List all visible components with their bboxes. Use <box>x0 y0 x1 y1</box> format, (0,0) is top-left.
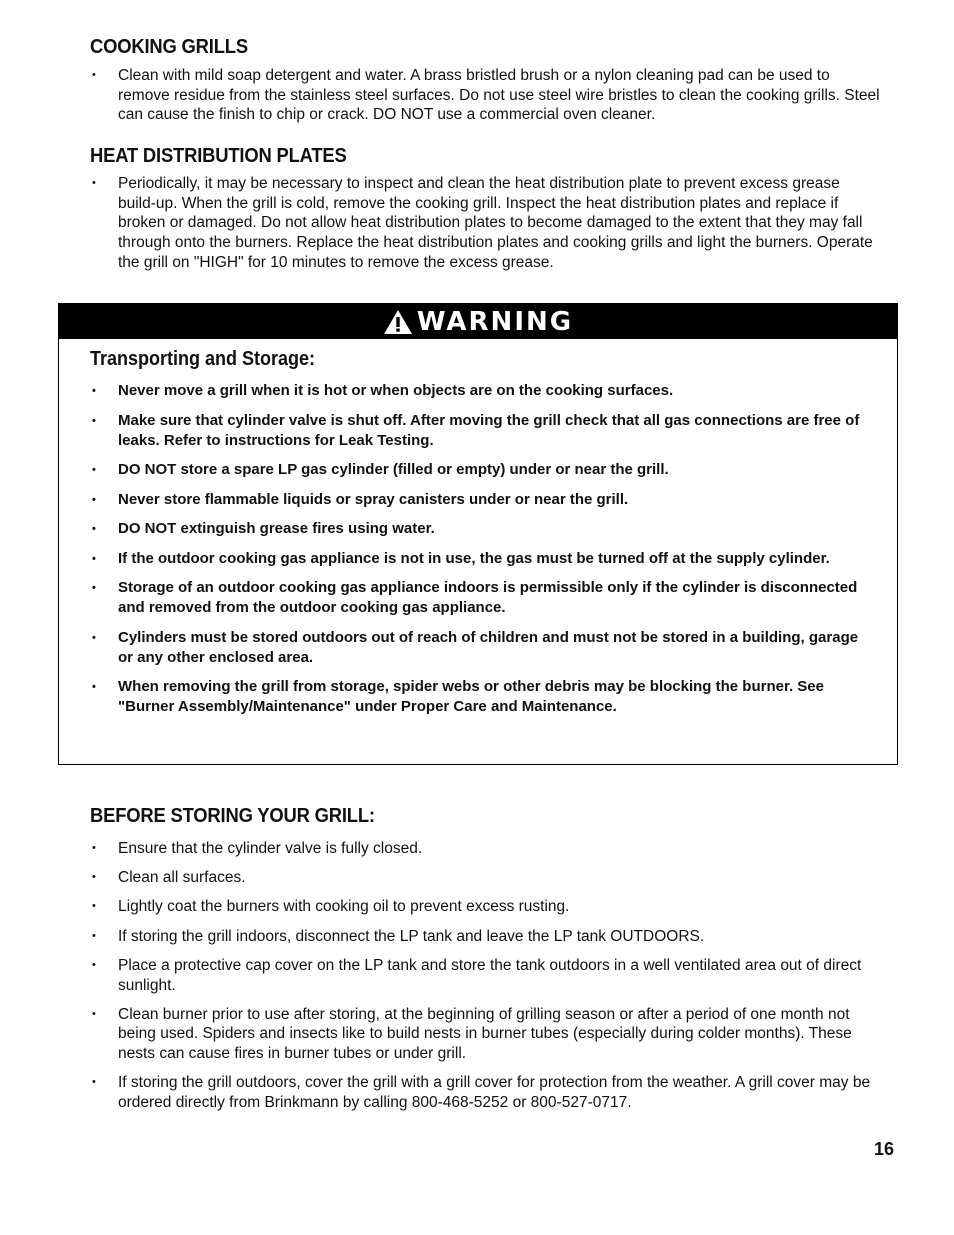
transporting-storage-subheading: Transporting and Storage: <box>90 348 316 370</box>
bullet-icon: • <box>92 414 96 427</box>
bullet-icon: • <box>92 681 96 693</box>
list-item: • Ensure that the cylinder valve is fully closed. <box>92 840 423 857</box>
list-item: • Never store flammable liquids or spray canisters under or near the grill. <box>92 490 629 508</box>
list-item: • Periodically, it may be necessary to inspect and clean the heat distribution plate to prevent excess grease build-up. When the grill is cold, remove the cooking grill. Inspect the heat distribution plates and replace if broken or damaged. Do not allow heat distribution plates to become damaged to the extent that they may fall through onto the burners. Replace the heat distribution plates and cooking grills and light the burners. Operate the grill on "HIGH" for 10 minutes to remove the excess grease. <box>92 175 873 271</box>
warning-title: WARNING <box>416 306 574 337</box>
bullet-icon: • <box>92 69 96 81</box>
bullet-icon: • <box>92 1076 96 1089</box>
list-item: • DO NOT extinguish grease fires using water. <box>92 520 435 537</box>
list-item: • Lightly coat the burners with cooking oil to prevent excess rusting. <box>92 898 570 916</box>
bullet-icon: • <box>92 523 96 535</box>
bullet-icon: • <box>92 900 96 913</box>
before-storing-heading: BEFORE STORING YOUR GRILL: <box>90 805 375 827</box>
bullet-icon: • <box>92 1007 96 1020</box>
cooking-grills-heading: COOKING GRILLS <box>90 36 248 58</box>
heat-distribution-plates-heading: HEAT DISTRIBUTION PLATES <box>90 145 347 167</box>
list-item: • If storing the grill outdoors, cover the grill with a grill cover for protection from the weather. A grill cover may be ordered directly from Brinkmann by calling 800-468-5252 or 800-527-0717. <box>92 1074 871 1112</box>
list-item: • Clean all surfaces. <box>92 869 246 887</box>
list-item: • Cylinders must be stored outdoors out of reach of children and must not be stored in a building, garage or any other enclosed area. <box>92 628 859 666</box>
bullet-icon: • <box>92 552 96 565</box>
list-item: • If the outdoor cooking gas appliance is not in use, the gas must be turned off at the supply cylinder. <box>92 549 830 567</box>
bullet-icon: • <box>92 385 96 397</box>
warning-triangle-icon <box>383 309 413 335</box>
list-item: • Place a protective cap cover on the LP tank and store the tank outdoors in a well ventilated area out of direct sunlight. <box>92 956 862 994</box>
bullet-icon: • <box>92 842 96 854</box>
heat-plates-list <box>90 174 880 273</box>
page-number: 16 <box>874 1139 895 1159</box>
list-item: • Clean with mild soap detergent and water. A brass bristled brush or a nylon cleaning pad can be used to remove residue from the stainless steel surfaces. Do not use steel wire bristles to clean the cooking grills. Steel can cause the finish to chip or crack. DO NOT use a commercial oven cleaner. <box>92 67 880 124</box>
bullet-icon: • <box>92 929 96 942</box>
list-item: • DO NOT store a spare LP gas cylinder (filled or empty) under or near the grill. <box>92 461 669 478</box>
bullet-icon: • <box>92 464 96 476</box>
bullet-icon: • <box>92 177 96 189</box>
bullet-icon: • <box>92 631 96 644</box>
bullet-icon: • <box>92 493 96 506</box>
list-item: • Never move a grill when it is hot or when objects are on the cooking surfaces. <box>92 382 674 399</box>
before-storing-list <box>90 839 880 1122</box>
bullet-icon: • <box>92 871 96 884</box>
list-item: • When removing the grill from storage, spider webs or other debris may be blocking the burner. See "Burner Assembly/Maintenance" under Proper Care and Maintenance. <box>92 678 824 715</box>
cooking-grills-list <box>90 66 880 125</box>
bullet-icon: • <box>92 582 96 594</box>
list-item: • If storing the grill indoors, disconnect the LP tank and leave the LP tank OUTDOORS. <box>92 927 705 945</box>
list-item: • Storage of an outdoor cooking gas appliance indoors is permissible only if the cylinder is disconnected and removed from the outdoor cooking gas appliance. <box>92 579 858 616</box>
list-item: • Make sure that cylinder valve is shut off. After moving the grill check that all gas connections are free of leaks. Refer to instructions for Leak Testing. <box>92 411 860 449</box>
warning-banner <box>59 304 897 339</box>
warning-box <box>58 303 898 765</box>
warning-list <box>90 381 860 727</box>
list-item: • Clean burner prior to use after storing, at the beginning of grilling season or after a period of one month not being used. Spiders and insects like to build nests in burner tubes (especially during colder months). These nests can cause fires in burner tubes or under grill. <box>92 1005 852 1063</box>
bullet-icon: • <box>92 958 96 971</box>
